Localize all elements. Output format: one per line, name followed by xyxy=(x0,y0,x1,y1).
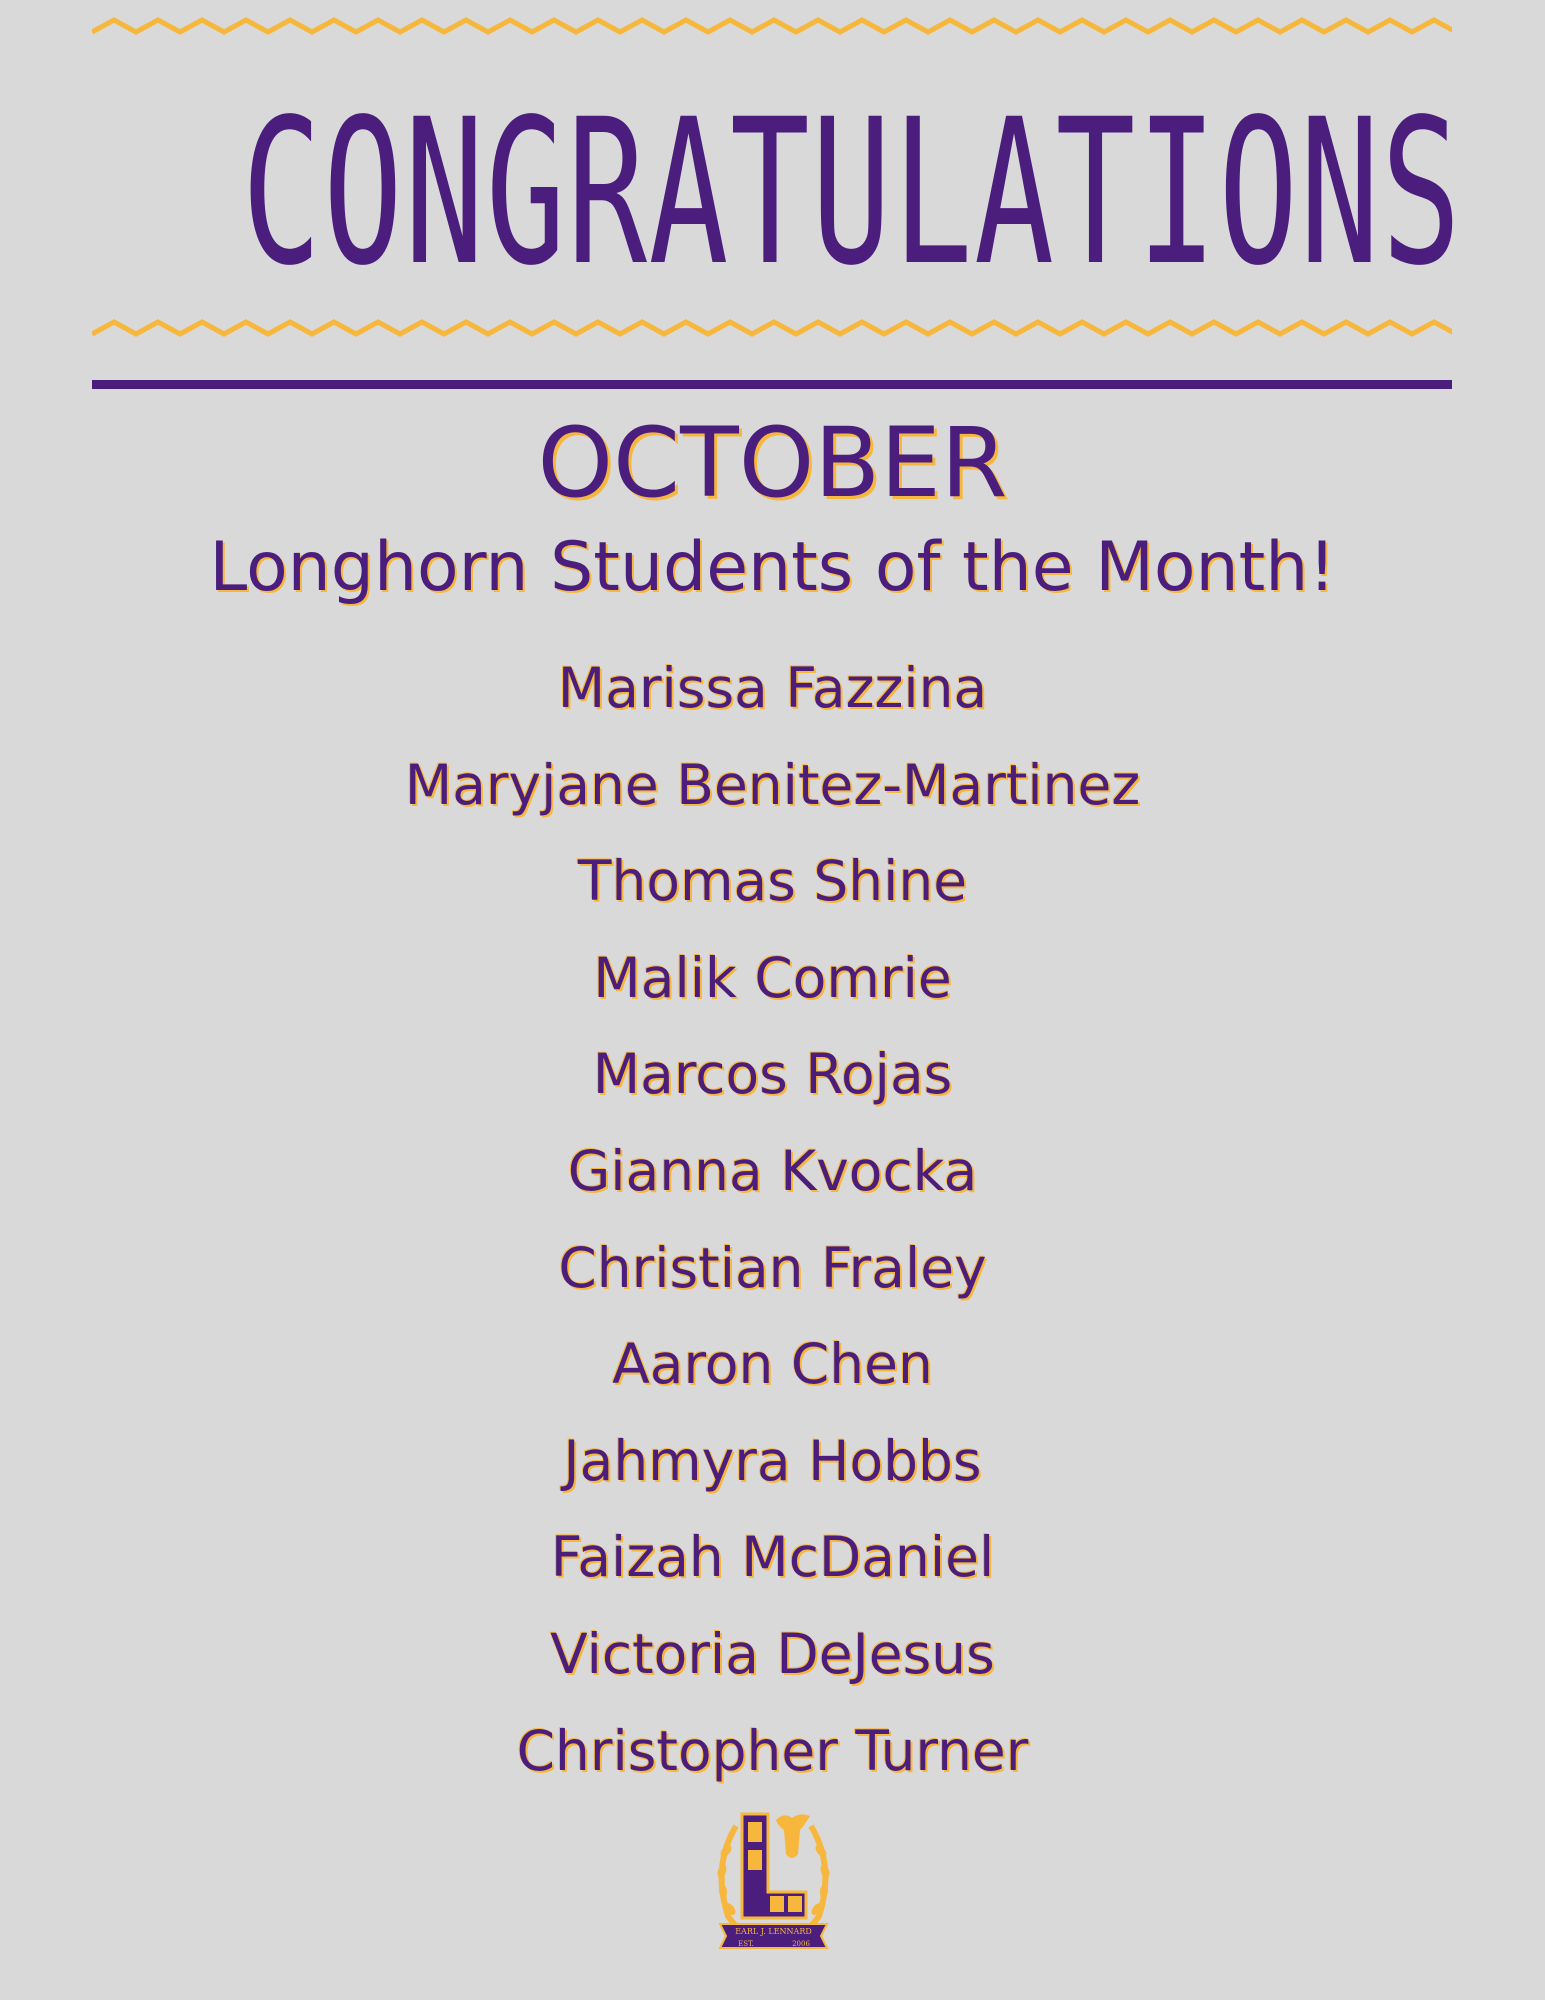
student-name: Jahmyra Hobbs xyxy=(563,1428,982,1493)
student-name: Malik Comrie xyxy=(593,945,952,1010)
student-name: Thomas Shine xyxy=(577,849,968,914)
longhorn-head xyxy=(776,1814,810,1858)
horizontal-rule xyxy=(92,380,1452,389)
page-title: CONGRATULATIONS xyxy=(241,76,1463,311)
crest-banner-text: EARL J. LENNARD xyxy=(735,1927,812,1936)
student-name: Victoria DeJesus xyxy=(550,1621,995,1686)
student-name: Marissa Fazzina xyxy=(557,656,988,720)
student-list xyxy=(0,640,1545,1799)
student-name: Gianna Kvocka xyxy=(567,1138,978,1203)
student-name: Christian Fraley xyxy=(558,1235,987,1300)
zigzag-line xyxy=(92,322,1452,334)
student-name: Christopher Turner xyxy=(516,1718,1029,1783)
subtitle: Longhorn Students of the Month! xyxy=(209,528,1336,607)
crest-est-label: EST. xyxy=(738,1940,754,1948)
crest-est-year: 2006 xyxy=(792,1940,810,1948)
student-name: Maryjane Benitez-Martinez xyxy=(404,752,1141,817)
zigzag-bottom-divider xyxy=(92,316,1452,340)
zigzag-top-divider xyxy=(92,14,1452,38)
student-name: Faizah McDaniel xyxy=(550,1525,995,1590)
student-name: Aaron Chen xyxy=(612,1332,933,1397)
student-name: Marcos Rojas xyxy=(592,1042,953,1107)
zigzag-line xyxy=(92,20,1452,32)
month-heading: OCTOBER xyxy=(537,407,1008,519)
school-crest-icon xyxy=(706,1806,841,1956)
